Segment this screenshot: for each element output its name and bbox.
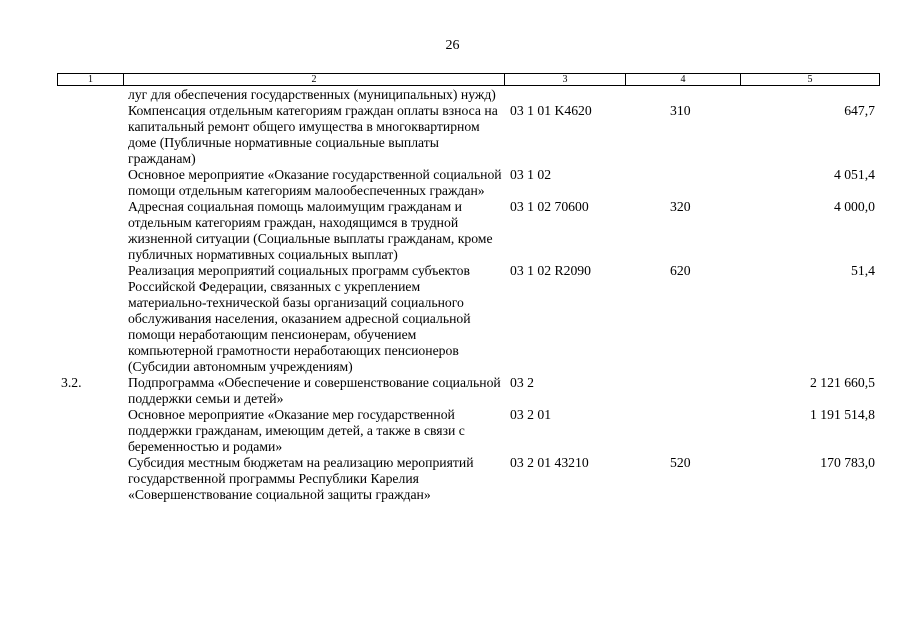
budget-table-body — [57, 87, 879, 503]
header-col-4: 4 — [626, 74, 741, 86]
row-code: 03 2 01 — [510, 407, 552, 422]
table-row — [57, 199, 879, 263]
row-number — [57, 263, 123, 375]
row-code: 03 1 01 K4620 — [510, 103, 592, 118]
table-row — [57, 103, 879, 167]
row-code: 03 2 01 43210 — [510, 455, 589, 470]
column-number-header — [57, 73, 880, 86]
row-name: Компенсация отдельным категориям граждан оплаты взноса на капитальный ремонт общего имущества в многоквартирном доме (Публичные нормативные социальные выплаты гражданам) — [128, 103, 498, 166]
row-expense-type: 620 — [670, 263, 691, 278]
row-sum: 1 191 514,8 — [809, 407, 875, 422]
row-sum: 647,7 — [844, 103, 875, 118]
row-number — [57, 199, 123, 263]
row-number: 3.2. — [61, 375, 82, 390]
row-name: Основное мероприятие «Оказание государственной социальной помощи отдельным категориям малообеспеченных граждан» — [128, 167, 502, 198]
row-code — [504, 87, 625, 103]
row-expense-type — [625, 167, 740, 199]
row-name: Адресная социальная помощь малоимущим гражданам и отдельным категориям граждан, находящимся в трудной жизненной ситуации (Социальные выплаты гражданам, кроме публичных нормативных социальных выплат) — [128, 199, 493, 262]
row-code: 03 2 — [510, 375, 534, 390]
row-number — [57, 103, 123, 167]
budget-table — [57, 87, 879, 503]
row-name: луг для обеспечения государственных (муниципальных) нужд) — [128, 87, 496, 102]
table-row — [57, 87, 879, 103]
row-name: Субсидия местным бюджетам на реализацию мероприятий государственной программы Республики Карелия «Совершенствование социальной защиты граждан» — [128, 455, 474, 502]
header-row — [58, 74, 880, 86]
row-number — [57, 87, 123, 103]
row-expense-type: 310 — [670, 103, 691, 118]
page-number: 26 — [445, 38, 460, 53]
table-row — [57, 263, 879, 375]
table-row — [57, 407, 879, 455]
row-sum: 2 121 660,5 — [809, 375, 875, 390]
row-sum: 4 051,4 — [833, 167, 875, 182]
row-expense-type — [625, 407, 740, 455]
row-expense-type: 520 — [670, 455, 691, 470]
row-expense-type — [625, 87, 740, 103]
row-code: 03 1 02 70600 — [510, 199, 589, 214]
row-sum: 51,4 — [851, 263, 875, 278]
row-code: 03 1 02 — [510, 167, 552, 182]
row-name: Основное мероприятие «Оказание мер государственной поддержки гражданам, имеющим детей, а также в связи с беременностью и родами» — [128, 407, 465, 454]
row-number — [57, 167, 123, 199]
table-row — [57, 375, 879, 407]
row-sum: 170 783,0 — [820, 455, 875, 470]
row-expense-type: 320 — [670, 199, 691, 214]
row-name: Подпрограмма «Обеспечение и совершенствование социальной поддержки семьи и детей» — [128, 375, 501, 406]
row-code: 03 1 02 R2090 — [510, 263, 591, 278]
header-col-1: 1 — [58, 74, 124, 86]
header-col-5: 5 — [741, 74, 880, 86]
row-name: Реализация мероприятий социальных программ субъектов Российской Федерации, связанных с укреплением материально-технической базы организаций социального обслуживания населения, оказанием адресной социальной помощи неработающим пенсионерам, обучением компьютерной грамотности неработающих пенсионеров (Субсидии автономным учреждениям) — [128, 263, 471, 374]
header-col-3: 3 — [505, 74, 626, 86]
row-number — [57, 407, 123, 455]
row-expense-type — [625, 375, 740, 407]
row-sum — [740, 87, 879, 103]
row-number — [57, 455, 123, 503]
table-row — [57, 167, 879, 199]
row-sum: 4 000,0 — [833, 199, 875, 214]
table-row — [57, 455, 879, 503]
header-col-2: 2 — [124, 74, 505, 86]
